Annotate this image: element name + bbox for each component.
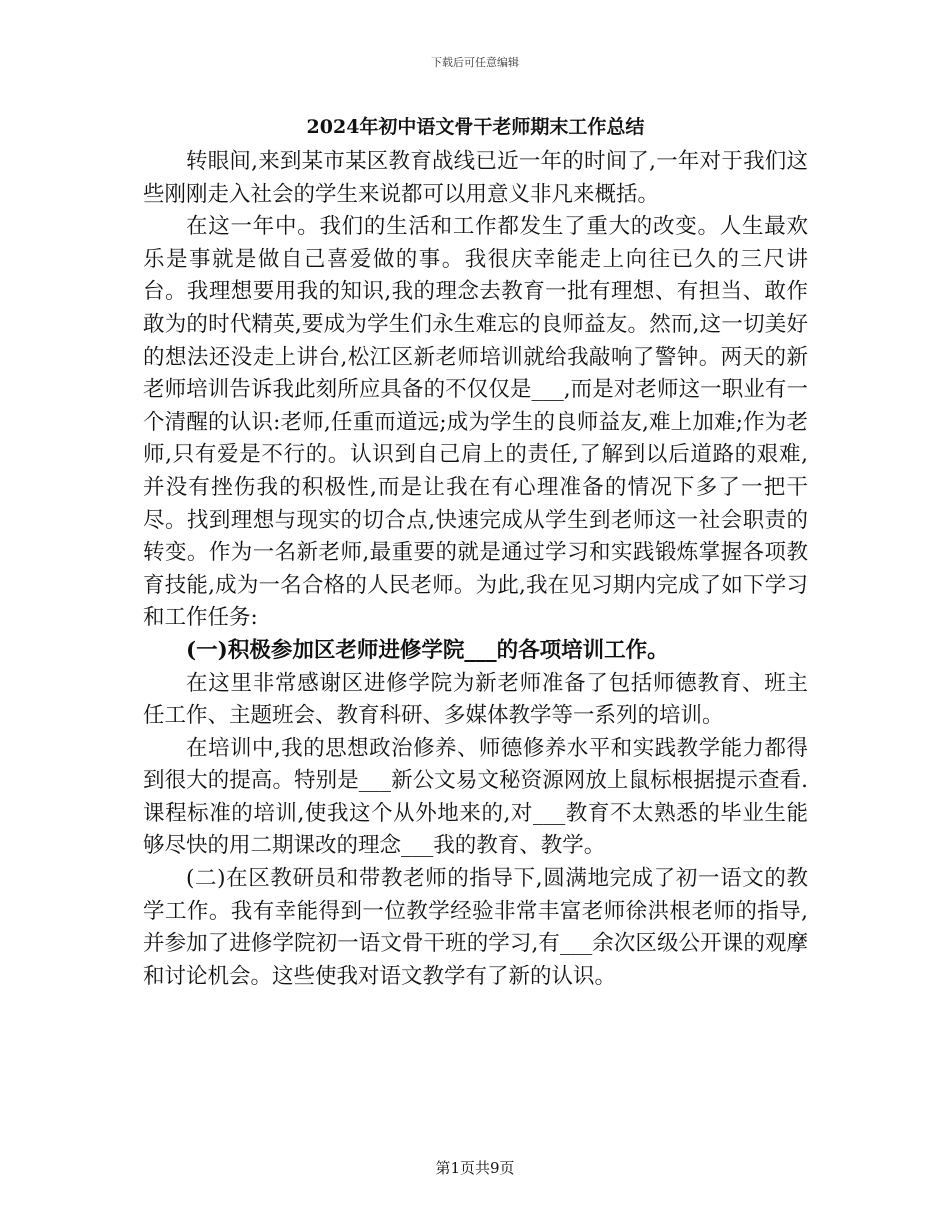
document-body bbox=[143, 112, 808, 993]
page-header-note: 下载后可任意编辑 bbox=[431, 56, 519, 69]
page-number: 第1页共9页 bbox=[435, 1159, 515, 1177]
paragraph-teaching-work: (二)在区教研员和带教老师的指导下,圆满地完成了初一语文的教学工作。我有幸能得到一位教学经验非常丰富老师徐洪根老师的指导,并参加了进修学院初一语文骨干班的学习,有___余次区级公开课的观摩和讨论机会。这些使我对语文教学有了新的认识。 bbox=[143, 866, 808, 989]
paragraph-training-thanks: 在这里非常感谢区进修学院为新老师准备了包括师德教育、班主任工作、主题班会、教育科研、多媒体教学等一系列的培训。 bbox=[143, 670, 808, 729]
paragraph-year-review: 在这一年中。我们的生活和工作都发生了重大的改变。人生最欢乐是事就是做自己喜爱做的事。我很庆幸能走上向往已久的三尺讲台。我理想要用我的知识,我的理念去教育一批有理想、有担当、敢作敢为的时代精英,要成为学生们永生难忘的良师益友。然而,这一切美好的想法还没走上讲台,松江区新老师培训就给我敲响了警钟。两天的新老师培训告诉我此刻所应具备的不仅仅是___,而是对老师这一职业有一个清醒的认识:老师,任重而道远;成为学生的良师益友,难上加难;作为老师,只有爱是不行的。认识到自己肩上的责任,了解到以后道路的艰难,并没有挫伤我的积极性,而是让我在有心理准备的情况下多了一把干尽。找到理想与现实的切合点,快速完成从学生到老师这一社会职责的转变。作为一名新老师,最重要的就是通过学习和实践锻炼掌握各项教育技能,成为一名合格的人民老师。为此,我在见习期内完成了如下学习和工作任务: bbox=[143, 214, 808, 631]
section-heading-1: (一)积极参加区老师进修学院___的各项培训工作。 bbox=[186, 637, 669, 663]
paragraph-training-results: 在培训中,我的思想政治修养、师德修养水平和实践教学能力都得到很大的提高。特别是___新公文易文秘资源网放上鼠标根据提示查看.课程标准的培训,使我这个从外地来的,对___教育不太熟悉的毕业生能够尽快的用二期课改的理念___我的教育、教学。 bbox=[143, 735, 808, 859]
document-title: 2024年初中语文骨干老师期末工作总结 bbox=[306, 116, 645, 138]
paragraph-intro: 转眼间,来到某市某区教育战线已近一年的时间了,一年对于我们这些刚刚走入社会的学生来说都可以用意义非凡来概括。 bbox=[143, 149, 808, 207]
